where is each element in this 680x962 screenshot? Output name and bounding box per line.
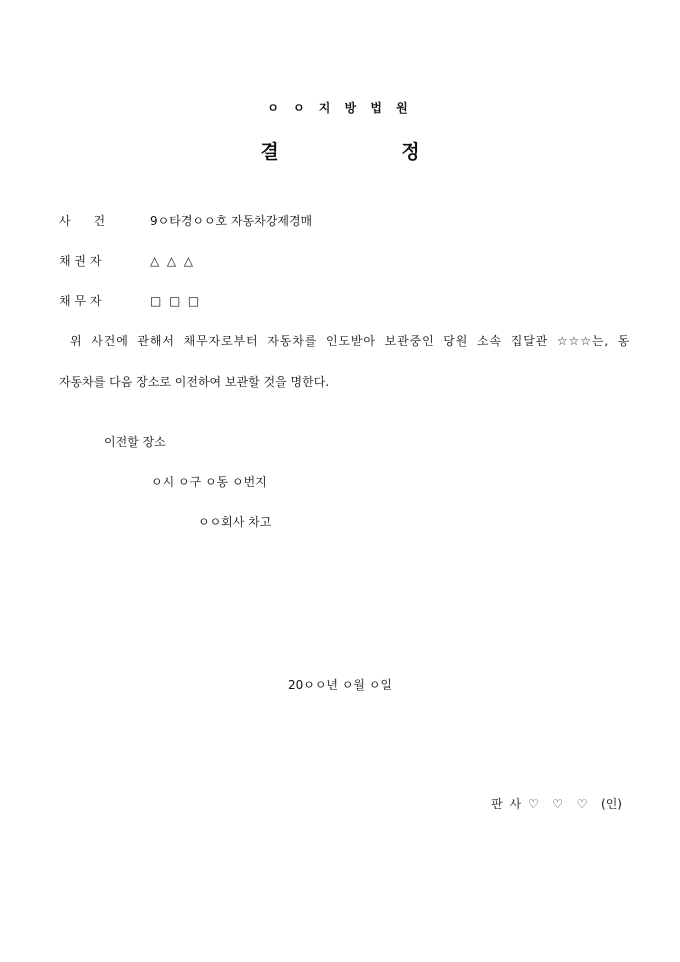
case-value: 9ㅇ타경ㅇㅇ호 자동차강제경매 xyxy=(150,214,313,228)
debtor-label: 채 무 자 xyxy=(59,294,102,308)
transfer-place-address: ㅇ시 ㅇ구 ㅇ동 ㅇ번지 xyxy=(151,475,267,489)
body-paragraph-line-1: 위 사건에 관해서 채무자로부터 자동차를 인도받아 보관중인 당원 소속 집달관 ☆☆☆는, 동 xyxy=(70,334,631,348)
decision-date: 20ㅇㅇ년 ㅇ월 ㅇ일 xyxy=(287,678,393,692)
transfer-place-heading: 이전할 장소 xyxy=(104,435,166,449)
document-title: 결 정 xyxy=(260,141,478,163)
creditor-value: △ △ △ xyxy=(150,254,193,268)
debtor-value: □ □ □ xyxy=(150,294,200,308)
court-name: ㅇ ㅇ 지 방 법 원 xyxy=(267,101,413,115)
case-label: 사 건 xyxy=(59,214,106,228)
judge-signature: 판 사 ♡ ♡ ♡ (인) xyxy=(491,797,622,811)
transfer-place-garage: ㅇㅇ회사 차고 xyxy=(198,515,272,529)
creditor-label: 채 권 자 xyxy=(59,254,102,268)
body-paragraph-line-2: 자동차를 다음 장소로 이전하여 보관할 것을 명한다. xyxy=(59,375,330,389)
